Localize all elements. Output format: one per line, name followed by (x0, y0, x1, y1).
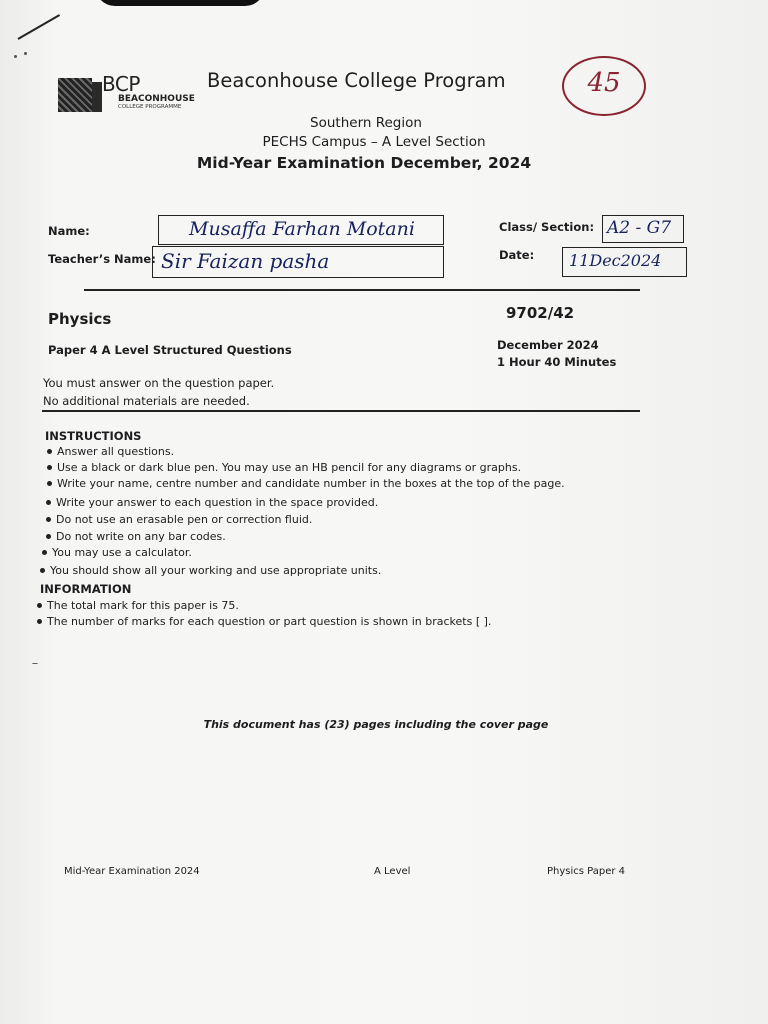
materials-note: No additional materials are needed. (43, 394, 250, 408)
logo-subtext: BEACONHOUSE (118, 94, 195, 104)
answer-note: You must answer on the question paper. (43, 376, 275, 390)
divider (84, 289, 640, 291)
instructions-heading: INSTRUCTIONS (45, 429, 142, 443)
instruction-item: Write your name, centre number and candidate number in the boxes at the top of the page. (47, 477, 565, 490)
page-count-note: This document has (23) pages including the cover page (203, 718, 549, 731)
exam-month: December 2024 (497, 338, 599, 352)
divider (42, 410, 640, 412)
instruction-item: Use a black or dark blue pen. You may use an HB pencil for any diagrams or graphs. (47, 461, 521, 474)
logo-mark-bar (92, 82, 102, 112)
instruction-item: You may use a calculator. (42, 546, 192, 559)
instruction-item: Do not write on any bar codes. (46, 530, 226, 543)
score-value: 45 (587, 68, 621, 98)
scan-artifact (95, 0, 265, 6)
date-field[interactable] (562, 247, 687, 277)
footer-center: A Level (374, 866, 411, 877)
information-item: The number of marks for each question or part question is shown in brackets [ ]. (37, 615, 491, 628)
institution-title: Beaconhouse College Program (207, 69, 506, 92)
instruction-item: Answer all questions. (47, 445, 174, 458)
scan-dot (14, 55, 17, 58)
class-label: Class/ Section: (499, 220, 595, 234)
instruction-item: Write your answer to each question in the space provided. (46, 496, 378, 509)
teacher-label: Teacher’s Name: (48, 252, 156, 266)
paper-code: 9702/42 (506, 304, 575, 322)
name-handwriting: Musaffa Farhan Motani (189, 218, 415, 240)
footer-left: Mid-Year Examination 2024 (64, 866, 200, 877)
class-handwriting: A2 - G7 (607, 218, 672, 238)
footer-right: Physics Paper 4 (547, 866, 626, 877)
date-handwriting: 11Dec2024 (569, 251, 662, 270)
exam-title: Mid-Year Examination December, 2024 (196, 154, 532, 172)
class-field[interactable] (602, 215, 684, 243)
paper-title: Paper 4 A Level Structured Questions (48, 343, 292, 357)
subject-title: Physics (48, 310, 112, 328)
instruction-item: Do not use an erasable pen or correction fluid. (46, 513, 312, 526)
scan-dot (32, 663, 38, 664)
pen-stroke (18, 14, 61, 40)
teacher-handwriting: Sir Faizan pasha (161, 249, 330, 273)
logo-mark (58, 78, 92, 112)
instruction-item: You should show all your working and use appropriate units. (40, 564, 381, 577)
region-text: Southern Region (310, 115, 422, 131)
name-field[interactable] (158, 215, 444, 245)
information-heading: INFORMATION (40, 582, 132, 596)
logo-text: BCP (102, 72, 140, 96)
name-label: Name: (48, 224, 90, 238)
date-label: Date: (499, 248, 535, 262)
exam-duration: 1 Hour 40 Minutes (497, 355, 617, 369)
campus-text: PECHS Campus – A Level Section (262, 134, 486, 150)
scan-dot (24, 52, 27, 55)
information-item: The total mark for this paper is 75. (37, 599, 239, 612)
logo-subtext-small: COLLEGE PROGRAMME (118, 104, 182, 110)
score-circle (562, 56, 646, 116)
bcp-logo (58, 72, 196, 116)
teacher-field[interactable] (152, 246, 444, 278)
